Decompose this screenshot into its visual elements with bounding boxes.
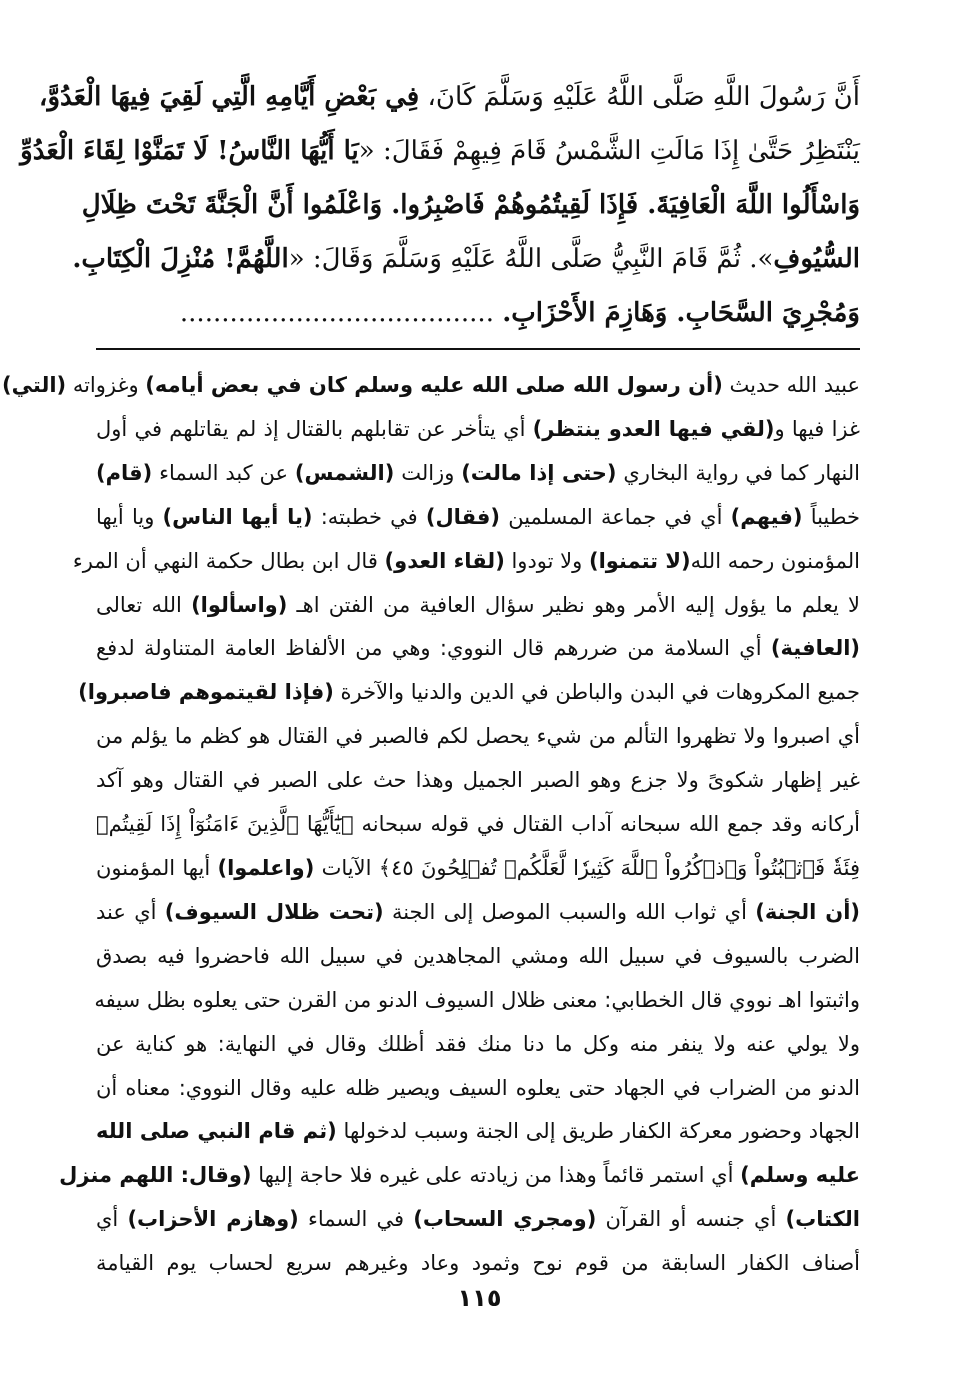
commentary-text-block — [2, 364, 861, 1286]
text-segment: أَنَّ رَسُولَ اللَّهِ صَلَّى اللَّهُ عَلَيْهِ وَسَلَّمَ كَانَ، — [419, 82, 860, 112]
bold-text-segment: فِي بَعْضِ أَيَّامِهِ الَّتِي لَقِيَ فِيهَا الْعَدُوَّ، — [39, 82, 420, 112]
text-segment: في خطبته: — [312, 504, 426, 529]
bold-text-segment: (لا تتمنوا) — [588, 548, 691, 573]
matn-line — [72, 232, 860, 286]
bold-text-segment: اللَّهُمَّ! مُنْزِلَ الْكِتَابِ. — [72, 244, 289, 274]
hadith-text-block — [20, 70, 860, 340]
text-segment: غزا فيها و — [774, 416, 860, 441]
bold-text-segment: (الشمس) — [294, 460, 395, 485]
bold-text-segment: (لقاء العدو) — [384, 548, 505, 573]
text-segment: عبيد الله حديث — [722, 373, 860, 397]
bold-text-segment: (وهازم الأحزاب) — [127, 1207, 299, 1232]
sharh-line — [96, 627, 860, 671]
bold-text-segment: يَا أَيُّهَا النَّاسُ! لَا تَمَنَّوْا لِقَاءَ الْعَدُوِّ — [20, 136, 359, 166]
text-segment: ...................................... — [179, 298, 503, 328]
text-segment: ». ثُمَّ قَامَ النَّبِيُّ صَلَّى اللَّهُ عَلَيْهِ وَسَلَّمَ وَقَالَ: « — [288, 244, 774, 274]
text-segment: وزالت — [394, 460, 462, 485]
bold-text-segment: (التي) — [2, 373, 67, 397]
text-segment: أركانه وقد جمع الله سبحانه آداب القتال في قوله سبحانه — [353, 812, 860, 837]
bold-text-segment: السُّيُوفِ — [773, 244, 860, 274]
text-segment: لا يعلم ما يؤول إليه الأمر وهو نظير سؤال العافية من الفتن اهـ — [287, 592, 861, 617]
sharh-line — [72, 540, 860, 584]
text-segment: أي جنسه أو القرآن — [596, 1207, 786, 1232]
text-segment: النهار كما في رواية البخاري — [616, 460, 860, 485]
matn-line — [39, 70, 860, 124]
bold-text-segment: (فإذا لقيتموهم فاصبروا) — [78, 680, 334, 705]
sharh-line — [96, 979, 860, 1023]
sharh-line — [96, 891, 860, 935]
text-segment: أي عند — [96, 899, 165, 924]
sharh-line — [96, 452, 860, 496]
text-segment: الله تعالى — [96, 592, 192, 617]
bold-text-segment: (يا أيها الناس) — [162, 504, 313, 529]
sharh-line — [96, 803, 860, 847]
sharh-line — [96, 1110, 860, 1154]
text-segment: الجهاد وحضور معركة الكفار طريق إلى الجنة وسبب لدخولها — [336, 1119, 860, 1144]
bold-text-segment: (ومجري السحاب) — [413, 1207, 597, 1232]
text-segment: قال ابن بطال حكمة النهي أن المرء — [72, 548, 385, 573]
sharh-line — [96, 715, 860, 759]
text-segment: المؤمنون رحمه الله — [690, 548, 860, 573]
matn-line — [81, 178, 860, 232]
text-segment: فِئَةٗ فَٱثۡبُتُواْ وَٱذۡكُرُواْ ٱللَّهَ كَثِيرٗا لَّعَلَّكُمۡ تُفۡلِحُونَ ٤٥﴾ — [378, 855, 861, 880]
sharh-line — [96, 1198, 860, 1242]
text-segment: أي — [96, 1207, 128, 1232]
bold-text-segment: (وقال: اللهم منزل — [59, 1163, 252, 1188]
bold-text-segment: الكتاب) — [785, 1207, 860, 1232]
bold-text-segment: (واعلموا) — [217, 855, 315, 880]
footnote-divider — [96, 348, 860, 350]
sharh-line — [2, 364, 860, 408]
bold-text-segment: (العافية) — [770, 636, 860, 661]
matn-line — [96, 286, 860, 340]
bold-text-segment: وَاسْأَلُوا اللَّهَ الْعَافِيَةَ. فَإِذَا لَقِيتُمُوهُمْ فَاصْبِرُوا. وَاعْلَمُوا أَنَّ الْجَنَّةَ تَحْتَ ظِلَالِ — [81, 190, 860, 220]
text-segment: أيها المؤمنون — [96, 855, 218, 880]
text-segment: أي استمر قائماً وهذا من زيادته على غيره فلا حاجة إليها — [251, 1163, 741, 1188]
sharh-line — [96, 759, 860, 803]
text-segment: وغزواته — [66, 373, 146, 397]
bold-text-segment: (أن الجنة) — [755, 899, 861, 924]
bold-text-segment: (فيهم) — [730, 504, 803, 529]
text-segment: ولا تودوا — [504, 548, 589, 573]
sharh-line — [96, 408, 860, 452]
bold-text-segment: (تحت ظلال السيوف) — [164, 899, 384, 924]
bold-text-segment: (حتى إذا مالت) — [461, 460, 617, 485]
text-segment: ولا يولي عنه ولا ينفر منه وكل ما دنا منك فقد أظلك وقال في النهاية: هو كناية عن — [96, 1031, 860, 1056]
bold-text-segment: (فقال) — [425, 504, 501, 529]
page-number: ١١٥ — [457, 1284, 502, 1312]
text-segment: أي في جماعة المسلمين — [500, 504, 731, 529]
text-segment: ﴿يَٰٓأَيُّهَا ٱلَّذِينَ ءَامَنُوٓاْ إِذَا لَقِيتُمۡ — [96, 812, 354, 837]
sharh-line — [96, 935, 860, 979]
sharh-line — [96, 1067, 860, 1111]
sharh-line — [96, 1242, 860, 1286]
bold-text-segment: (لقي فيها العدو ينتظر) — [532, 416, 775, 441]
text-segment: يَنْتَظِرُ حَتَّىٰ إِذَا مَالَتِ الشَّمْسُ قَامَ فِيهِمْ فَقَالَ: « — [358, 136, 860, 166]
sharh-line — [78, 671, 860, 715]
bold-text-segment: (قام) — [96, 460, 153, 485]
matn-line — [20, 124, 860, 178]
bold-text-segment: (واسألوا) — [191, 592, 288, 617]
bold-text-segment: (ثم قام النبي صلى الله — [96, 1119, 337, 1144]
bold-text-segment: (أن رسول الله صلى الله عليه وسلم كان في بعض أيامه) — [145, 373, 723, 397]
text-segment: الدنو من الضراب في الجهاد حتى يعلوه السيف ويصير ظله عليه وقال النووي: معناه أن — [96, 1075, 860, 1100]
sharh-line — [96, 1023, 860, 1067]
bold-text-segment: وَمُجْرِيَ السَّحَابِ. وَهَازِمَ الأَحْزَابِ. — [502, 298, 860, 328]
text-segment: أي اصبروا ولا تظهروا التألم من شيء يحصل لكم فالصبر في القتال هو كظم ما يؤلم من — [96, 724, 860, 749]
text-segment: واثبتوا اهـ نووي قال الخطابي: معنى ظلال السيوف الدنو من القرن حتى يعلوه بظل سيفه — [94, 987, 860, 1012]
text-segment: في السماء — [298, 1207, 414, 1232]
sharh-line — [96, 584, 860, 628]
sharh-line — [96, 847, 860, 891]
text-segment: أي السلامة من ضررهم قال النووي: وهي من الألفاظ العامة المتناولة لدفع — [96, 636, 771, 661]
text-segment: ويا أيها — [96, 504, 163, 529]
sharh-line — [59, 1154, 860, 1198]
bold-text-segment: عليه وسلم) — [740, 1163, 860, 1188]
text-segment: عن كبد السماء — [152, 460, 295, 485]
text-segment: أصناف الكفار السابقة من قوم نوح وثمود وعاد وغيرهم سريع لحساب يوم القيامة — [96, 1251, 860, 1276]
text-segment: أي يتأخر عن تقابلهم بالقتال إذ لم يقاتلهم في أول — [96, 416, 533, 441]
text-segment: خطيباً — [802, 504, 860, 529]
hadith-matn — [20, 70, 860, 340]
text-segment: جميع المكروهات في البدن والباطن في الدين والدنيا والآخرة — [333, 680, 860, 705]
sharh-line — [96, 496, 860, 540]
text-segment: الآيات — [314, 855, 379, 880]
text-segment: الضرب بالسيوف في سبيل الله ومشي المجاهدين في سبيل الله فاحضروا فيه بصدق — [96, 943, 860, 968]
text-segment: غير إظهار شكوىً ولا جزع وهو الصبر الجميل وهذا حث على الصبر في القتال وهو آكد — [96, 768, 860, 793]
text-segment: أي ثواب الله والسبب الموصل إلى الجنة — [383, 899, 756, 924]
